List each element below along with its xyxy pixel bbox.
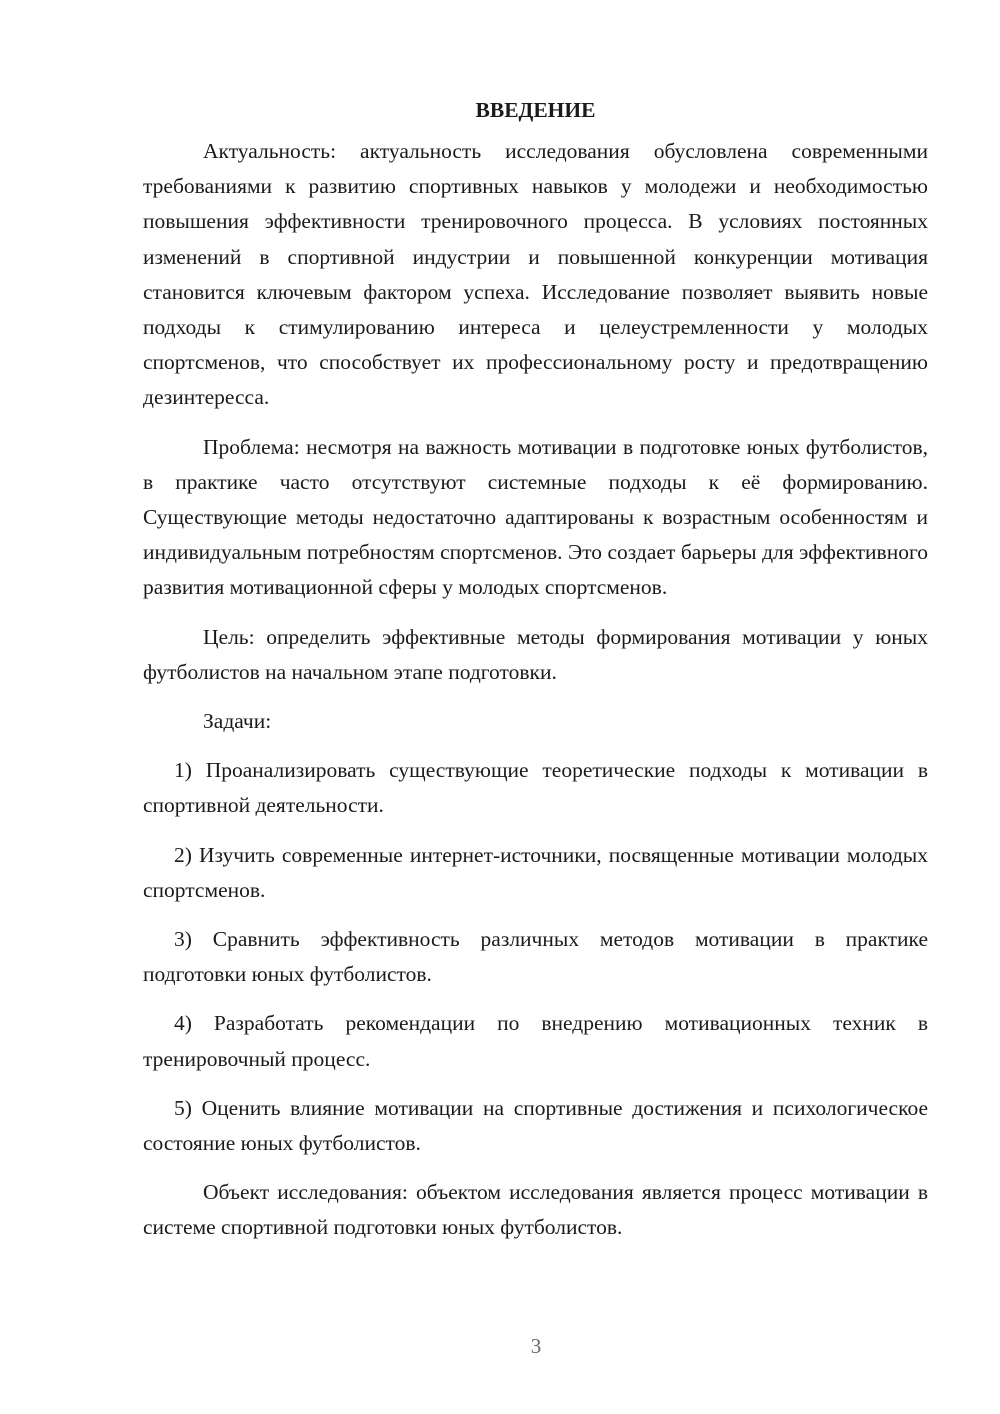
task-item-5: 5) Оценить влияние мотивации на спортивные достижения и психологическое состояние юных футболистов. bbox=[143, 1095, 928, 1156]
task-item-1: 1) Проанализировать существующие теоретические подходы к мотивации в спортивной деятельности. bbox=[143, 758, 928, 818]
page-number: 3 bbox=[530, 1334, 542, 1358]
section-title: ВВЕДЕНИЕ bbox=[475, 98, 596, 122]
object-paragraph: Объект исследования: объектом исследования является процесс мотивации в системе спортивной подготовки юных футболистов. bbox=[143, 1180, 928, 1240]
relevance-paragraph: Актуальность: актуальность исследования обусловлена современными требованиями к развитию спортивных навыков у молодежи и необходимостью повышения эффективности тренировочного процесса. В условиях постоянных изменений в спортивной индустрии и повышенной конкуренции мотивация становится ключевым фактором успеха. Исследование позволяет выявить новые подходы к стимулированию интереса и целеустремленности у молодых спортсменов, что способствует их профессиональному росту и предотвращению дезинтересса. bbox=[143, 139, 928, 410]
task-item-2: 2) Изучить современные интернет-источники, посвященные мотивации молодых спортсменов. bbox=[143, 842, 928, 902]
task-item-3: 3) Сравнить эффективность различных методов мотивации в практике подготовки юных футболистов. bbox=[143, 927, 928, 987]
task-item-4: 4) Разработать рекомендации по внедрению мотивационных техник в тренировочный процесс. bbox=[143, 1011, 928, 1071]
document-page bbox=[143, 92, 928, 1246]
goal-paragraph: Цель: определить эффективные методы формирования мотивации у юных футболистов на начальном этапе подготовки. bbox=[143, 624, 928, 684]
tasks-heading: Задачи: bbox=[203, 709, 272, 734]
problem-paragraph: Проблема: несмотря на важность мотивации в подготовке юных футболистов, в практике часто отсутствуют системные подходы к её формированию. Существующие методы недостаточно адаптированы к возрастным особенностям и индивидуальным потребностям спортсменов. Это создает барьеры для эффективного развития мотивационной сферы у молодых спортсменов. bbox=[143, 434, 928, 600]
